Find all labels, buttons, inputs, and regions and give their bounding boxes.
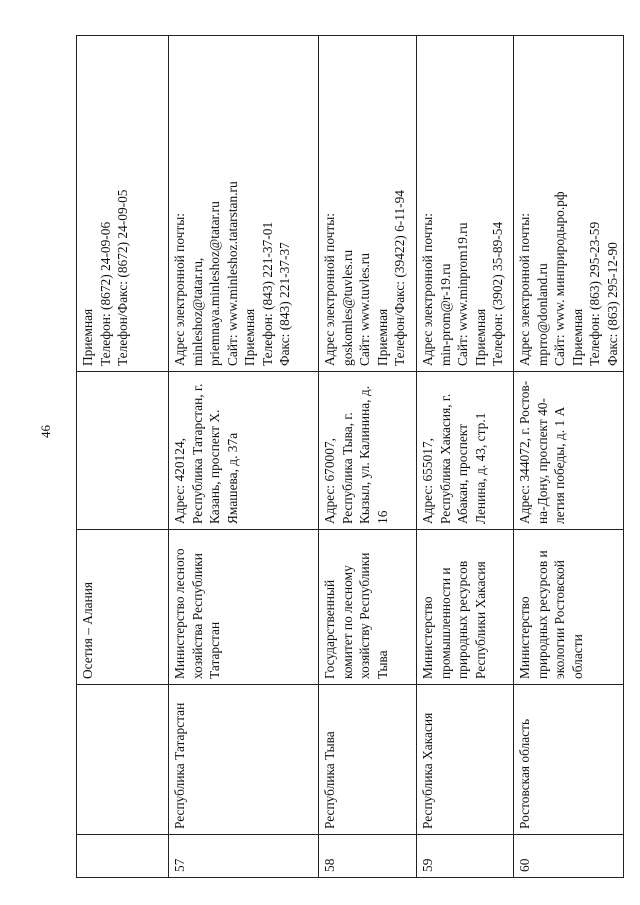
cell-num: 60 — [514, 835, 624, 878]
cell-address — [77, 372, 169, 530]
contact-line: priemnaya.minleshoz@tatar.ru — [207, 201, 222, 366]
cell-contacts — [319, 36, 417, 372]
cell-contacts — [77, 36, 169, 372]
cell-ministry: Министерство лесного хозяйства Республики Татарстан — [169, 530, 319, 685]
contact-line: goskomles@tuvles.ru — [339, 249, 355, 366]
cell-region — [77, 685, 169, 835]
cell-address: Адрес: 670007, Республика Тыва, г. Кызыл, ул. Калинина, д. 16 — [319, 372, 417, 530]
cell-region: Республика Хакасия — [417, 685, 514, 835]
contact-line: Телефон: (843) 221-37-01 — [259, 221, 275, 366]
cell-num: 57 — [169, 835, 319, 878]
contact-line: Приемная — [569, 308, 585, 366]
contact-line: minleshoz@tatar.ru, — [189, 257, 205, 366]
table-row — [319, 36, 417, 878]
page-number: 46 — [38, 425, 53, 438]
cell-region: Ростовская область — [514, 685, 624, 835]
rotated-table-container — [76, 36, 620, 878]
ministries-table — [76, 35, 624, 878]
cell-ministry: Государственный комитет по лесному хозяйству Республики Тыва — [319, 530, 417, 685]
cell-ministry: Осетия – Алания — [77, 530, 169, 685]
cell-address: Адрес: 344072, г. Ростов-на-Дону, проспект 40-летия победы, д. 1 А — [514, 372, 624, 530]
contact-line: Приемная — [242, 308, 257, 366]
table-row-continuation — [77, 36, 169, 878]
contact-line: Телефон: (863) 295-23-59 — [587, 221, 602, 366]
contact-line: Приемная — [472, 308, 488, 366]
contact-line: Телефон/Факс: (39422) 6-11-94 — [392, 189, 407, 366]
contact-line: min-prom@r-19.ru — [437, 263, 453, 366]
contact-line: Телефон/Факс: (8672) 24-09-05 — [115, 189, 130, 366]
contact-line: Адрес электронной почты: — [420, 213, 435, 366]
cell-address: Адрес: 420124, Республика Татарстан, г. Казань, проспект Х. Ямашева, д. 37а — [169, 372, 319, 530]
cell-num: 58 — [319, 835, 417, 878]
cell-contacts — [514, 36, 624, 372]
contact-line: Приемная — [80, 308, 95, 366]
table-row — [417, 36, 514, 878]
contact-line: Адрес электронной почты: — [172, 213, 187, 366]
table-row — [169, 36, 319, 878]
cell-contacts — [417, 36, 514, 372]
cell-region: Республика Тыва — [319, 685, 417, 835]
cell-num: 59 — [417, 835, 514, 878]
contact-line: Сайт: www.minleshoz.tatarstan.ru — [224, 181, 240, 366]
contact-line: Сайт: www. минприродыро.рф — [552, 191, 567, 366]
contact-line: Сайт: www.tuvles.ru — [357, 253, 372, 366]
cell-ministry: Министерство природных ресурсов и экологии Ростовской области — [514, 530, 624, 685]
contact-line: Приемная — [374, 308, 390, 366]
cell-contacts — [169, 36, 319, 372]
cell-num — [77, 835, 169, 878]
contact-line: Телефон: (3902) 35-89-54 — [490, 221, 505, 366]
contact-line: Факс: (863) 295-12-90 — [604, 242, 620, 366]
cell-region: Республика Татарстан — [169, 685, 319, 835]
contact-line: mprro@donland.ru — [534, 263, 550, 366]
contact-line: Адрес электронной почты: — [322, 213, 337, 366]
contact-line: Телефон: (8672) 24-09-06 — [97, 221, 113, 366]
cell-address: Адрес: 655017, Республика Хакасия, г. Абакан, проспект Ленина, д. 43, стр.1 — [417, 372, 514, 530]
contact-line: Факс: (843) 221-37-37 — [277, 242, 292, 366]
contact-line: Адрес электронной почты: — [517, 213, 532, 366]
contact-line: Сайт: www.minprom19.ru — [455, 222, 470, 366]
cell-ministry: Министерство промышленности и природных ресурсов Республики Хакасия — [417, 530, 514, 685]
table-row — [514, 36, 624, 878]
